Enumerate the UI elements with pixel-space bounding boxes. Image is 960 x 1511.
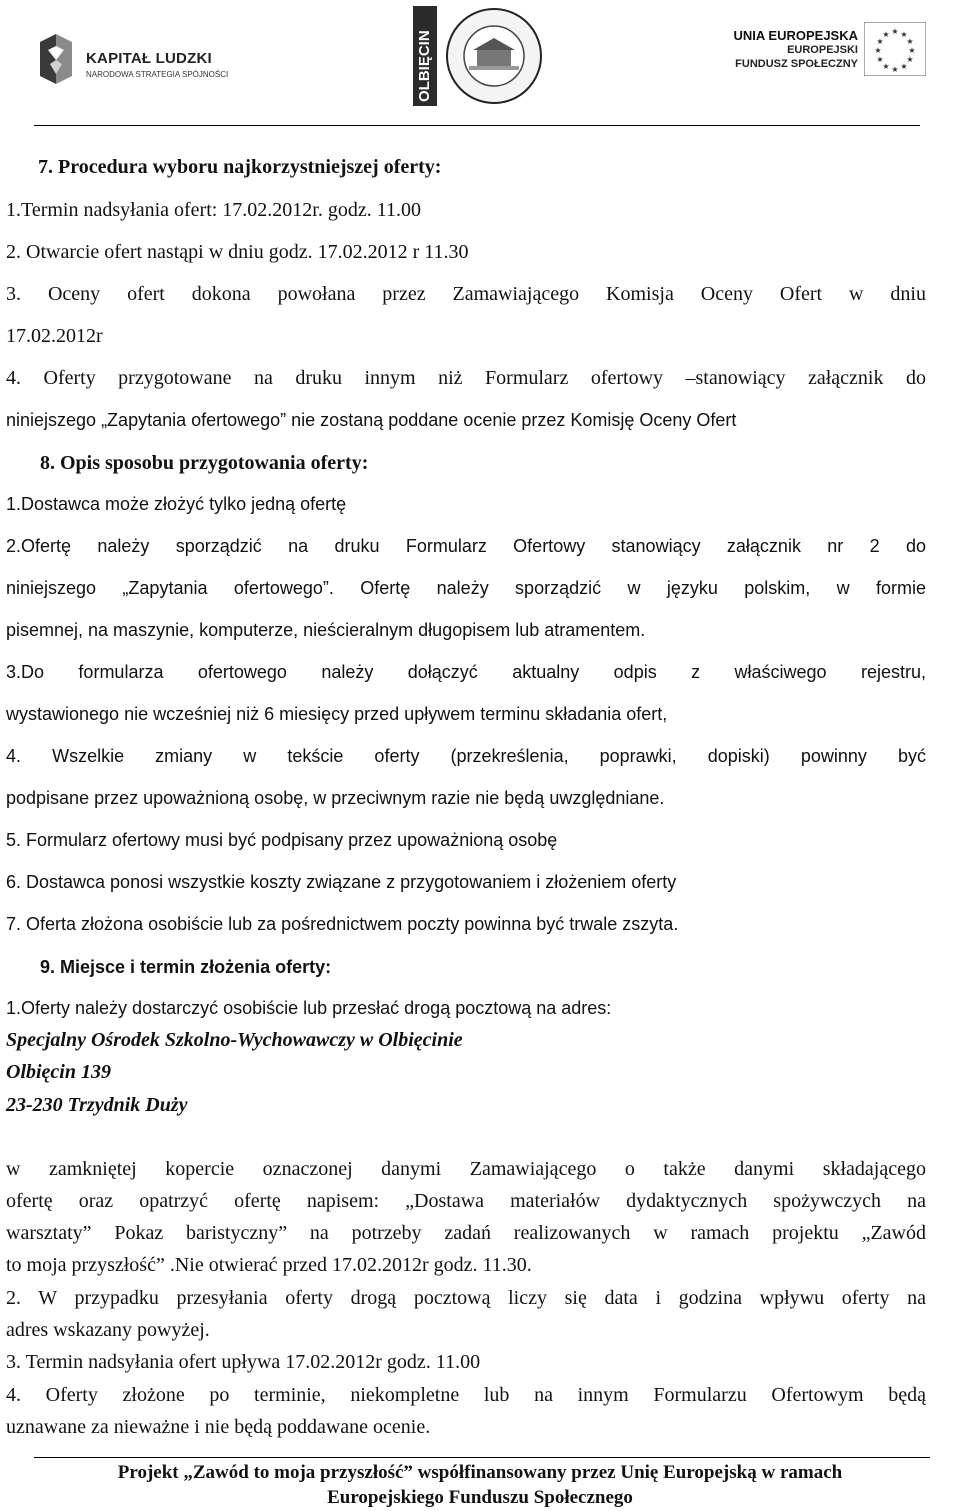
section-8-item-6: 6. Dostawca ponosi wszystkie koszty związane z przygotowaniem i złożeniem oferty — [6, 872, 677, 892]
school-seal-icon — [439, 6, 549, 106]
svg-text:★: ★ — [908, 46, 916, 55]
section-9-paragraph-1-line-2: ofertę oraz opatrzyć ofertę napisem: „Dostawa materiałów dydaktycznych spożywczych na — [6, 1190, 926, 1212]
svg-text:★: ★ — [891, 27, 899, 36]
section-7-item-4-line-2: niniejszego „Zapytania ofertowego” nie zostaną poddane ocenie przez Komisję Oceny Ofert — [6, 410, 737, 430]
section-8-item-1: 1.Dostawca może złożyć tylko jedną ofertę — [6, 494, 347, 514]
address-line-3: 23-230 Trzydnik Duży — [6, 1094, 188, 1116]
address-line-2: Olbięcin 139 — [6, 1061, 111, 1083]
kapital-ludzki-subtitle: NARODOWA STRATEGIA SPÓJNOŚCI — [86, 70, 229, 79]
svg-text:★: ★ — [882, 62, 890, 71]
section-9-item-2-line-2: adres wskazany powyżej. — [6, 1319, 210, 1341]
section-8-item-2-line-2: niniejszego „Zapytania ofertowego”. Ofertę należy sporządzić w języku polskim, w formie — [6, 578, 926, 598]
section-7-item-4-line-1: 4. Oferty przygotowane na druku innym niż Formularz ofertowy –stanowiący załącznik do — [6, 367, 926, 389]
svg-text:★: ★ — [900, 30, 908, 39]
section-9-paragraph-1-line-4: to moja przyszłość” .Nie otwierać przed 17.02.2012r godz. 11.30. — [6, 1254, 532, 1276]
page-header — [0, 0, 960, 128]
address-line-1: Specjalny Ośrodek Szkolno-Wychowawczy w Olbięcinie — [6, 1029, 463, 1051]
section-9-item-3: 3. Termin nadsyłania ofert upływa 17.02.2012r godz. 11.00 — [6, 1351, 481, 1373]
section-8-item-2-line-1: 2.Ofertę należy sporządzić na druku Formularz Ofertowy stanowiący załącznik nr 2 do — [6, 536, 926, 556]
section-7-item-1: 1.Termin nadsyłania ofert: 17.02.2012r. godz. 11.00 — [6, 199, 421, 221]
svg-text:★: ★ — [876, 55, 884, 64]
kapital-ludzki-mark-icon — [36, 30, 76, 88]
kapital-ludzki-name: KAPITAŁ LUDZKI — [86, 50, 212, 67]
footer-divider — [34, 1457, 930, 1458]
school-side-text: OLBIĘCIN — [416, 30, 433, 102]
section-9-item-4-line-2: uznawane za nieważne i nie będą poddawane ocenie. — [6, 1416, 431, 1438]
section-8-item-4-line-2: podpisane przez upoważnioną osobę, w przeciwnym razie nie będą uwzględniane. — [6, 788, 665, 808]
footer-line-1: Projekt „Zawód to moja przyszłość” współfinansowany przez Unię Europejską w ramach — [117, 1462, 843, 1483]
eu-logo-line1: UNIA EUROPEJSKA — [733, 28, 858, 43]
section-7-item-3-line-1: 3. Oceny ofert dokona powołana przez Zamawiającego Komisja Oceny Ofert w dniu — [6, 283, 926, 305]
eu-logo — [726, 22, 926, 82]
section-9-item-1: 1.Oferty należy dostarczyć osobiście lub przesłać drogą pocztową na adres: — [6, 998, 612, 1018]
svg-text:★: ★ — [906, 37, 914, 46]
section-9-heading: 9. Miejsce i termin złożenia oferty: — [40, 957, 332, 977]
section-8-heading: 8. Opis sposobu przygotowania oferty: — [40, 452, 369, 474]
eu-logo-line3: FUNDUSZ SPOŁECZNY — [735, 58, 858, 70]
section-8-item-7: 7. Oferta złożona osobiście lub za pośrednictwem poczty powinna być trwale zszyta. — [6, 914, 679, 934]
header-divider — [34, 125, 920, 126]
footer-line-2: Europejskiego Funduszu Społecznego — [327, 1487, 633, 1508]
section-8-item-4-line-1: 4. Wszelkie zmiany w tekście oferty (przekreślenia, poprawki, dopiski) powinny być — [6, 746, 926, 766]
section-7-item-2: 2. Otwarcie ofert nastąpi w dniu godz. 17.02.2012 r 11.30 — [6, 241, 469, 263]
section-7-heading: 7. Procedura wyboru najkorzystniejszej oferty: — [38, 156, 442, 178]
svg-text:★: ★ — [876, 37, 884, 46]
section-9-paragraph-1-line-1: w zamkniętej kopercie oznaczonej danymi Zamawiającego o także danymi składającego — [6, 1158, 926, 1180]
eu-logo-line2: EUROPEJSKI — [787, 44, 858, 56]
svg-text:★: ★ — [882, 30, 890, 39]
section-9-item-2-line-1: 2. W przypadku przesyłania oferty drogą pocztową liczy się data i godzina wpływu oferty na — [6, 1287, 926, 1309]
section-7-item-3-line-2: 17.02.2012r — [6, 325, 103, 347]
eu-flag-icon — [864, 22, 926, 76]
section-8-item-3-line-2: wystawionego nie wcześniej niż 6 miesięcy przed upływem terminu składania ofert, — [6, 704, 668, 724]
section-9-item-4-line-1: 4. Oferty złożone po terminie, niekompletne lub na innym Formularzu Ofertowym będą — [6, 1384, 926, 1406]
svg-text:★: ★ — [891, 65, 899, 74]
kapital-ludzki-logo — [36, 30, 236, 90]
svg-text:★: ★ — [874, 46, 882, 55]
svg-text:★: ★ — [900, 62, 908, 71]
section-8-item-2-line-3: pisemnej, na maszynie, komputerze, nieścieralnym długopisem lub atramentem. — [6, 620, 646, 640]
section-8-item-5: 5. Formularz ofertowy musi być podpisany przez upoważnioną osobę — [6, 830, 558, 850]
school-logo — [413, 6, 549, 106]
section-9-paragraph-1-line-3: warsztaty” Pokaz baristyczny” na potrzeby zadań realizowanych w ramach projektu „Zawód — [6, 1222, 926, 1244]
section-8-item-3-line-1: 3.Do formularza ofertowego należy dołączyć aktualny odpis z właściwego rejestru, — [6, 662, 926, 682]
school-side-band — [413, 6, 437, 106]
svg-text:★: ★ — [906, 55, 914, 64]
